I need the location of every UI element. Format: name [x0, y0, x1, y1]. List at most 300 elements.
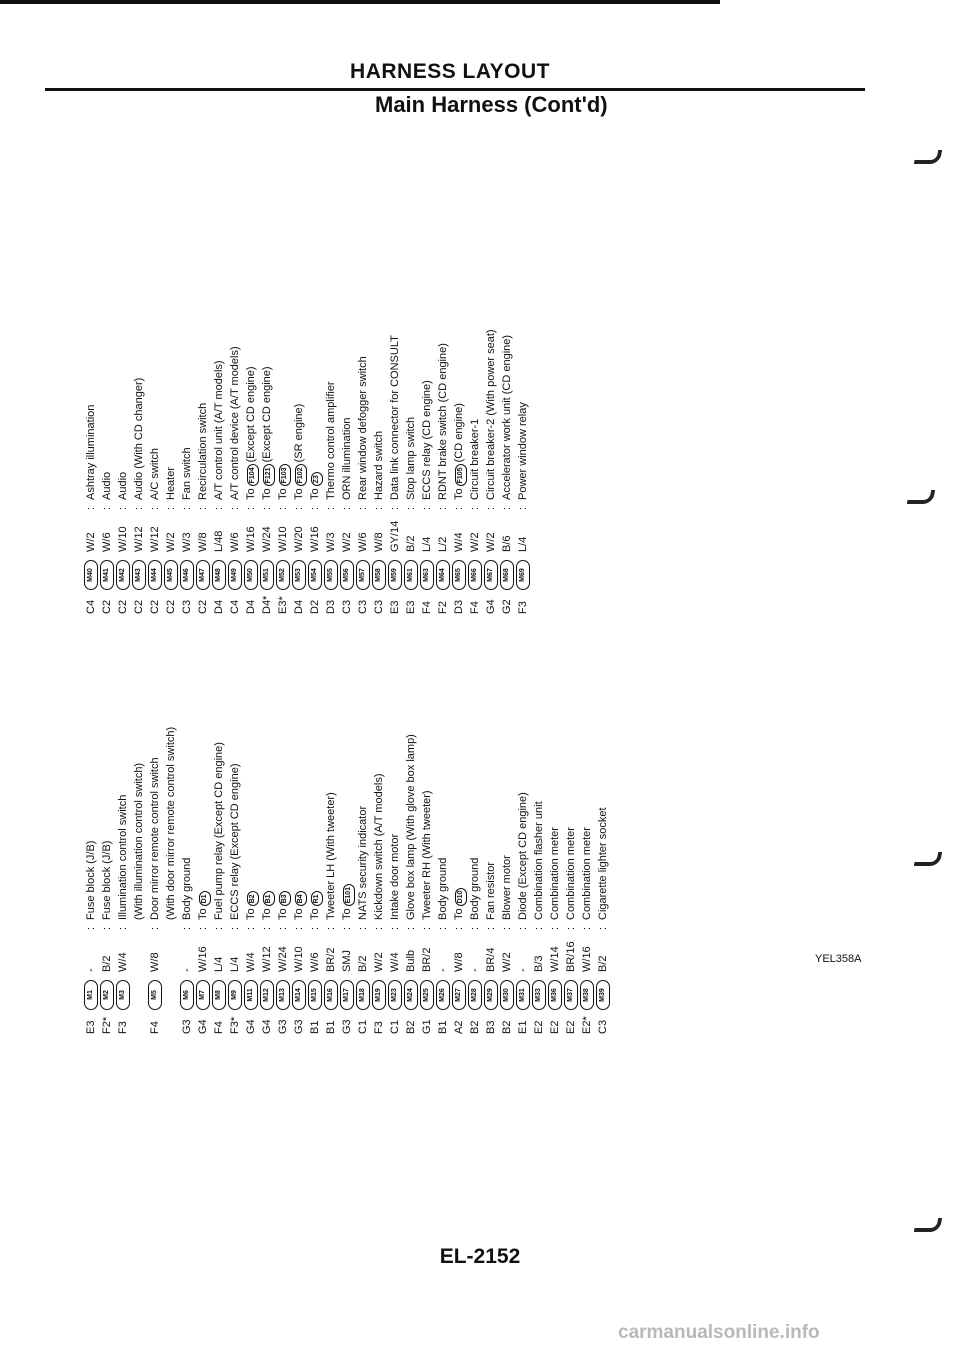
description-text: A/T control device (A/T models)	[229, 346, 241, 500]
separator: :	[517, 506, 529, 510]
connector-badge: M42	[116, 560, 130, 590]
connector-badge: M45	[164, 560, 178, 590]
description-suffix: (Except CD engine)	[261, 366, 273, 463]
component-description	[419, 380, 435, 500]
separator: :	[229, 506, 241, 510]
description-text: To	[277, 488, 289, 500]
grid-cell: E3*	[277, 596, 289, 614]
component-description	[179, 447, 195, 500]
wire-spec: W/4	[245, 952, 257, 972]
separator: :	[245, 926, 257, 930]
separator: :	[245, 506, 257, 510]
component-description	[83, 405, 99, 500]
wire-spec: B/2	[357, 955, 369, 972]
grid-cell: C4	[85, 599, 97, 614]
description-text: A/C switch	[149, 448, 161, 500]
grid-cell: C3	[373, 599, 385, 614]
component-description	[131, 378, 147, 500]
wire-spec: B/3	[533, 955, 545, 972]
connector-badge: M54	[308, 560, 322, 590]
separator: :	[453, 926, 465, 930]
grid-cell: F4	[213, 1021, 225, 1034]
separator: :	[517, 926, 529, 930]
separator: :	[501, 926, 513, 930]
connector-badge: M26	[436, 980, 450, 1010]
description-text: Data link connector for CONSULT	[389, 335, 401, 500]
component-description	[211, 360, 227, 500]
separator: :	[341, 926, 353, 930]
wire-spec: W/2	[501, 952, 513, 972]
reference-connector-badge: F121	[263, 464, 275, 486]
component-description	[83, 841, 99, 920]
grid-cell: B3	[485, 1020, 497, 1034]
description-text: To	[197, 908, 209, 920]
component-description	[435, 343, 451, 500]
description-text: Body ground	[437, 857, 449, 920]
component-description	[227, 763, 243, 920]
reference-connector-badge: Z3	[311, 472, 323, 486]
grid-cell: D4	[293, 599, 305, 614]
connector-badge: M46	[180, 560, 194, 590]
separator: :	[389, 926, 401, 930]
separator: :	[405, 506, 417, 510]
separator: :	[213, 506, 225, 510]
wire-spec: W/12	[261, 946, 273, 972]
separator: :	[437, 506, 449, 510]
grid-cell: D4	[245, 599, 257, 614]
separator: :	[405, 926, 417, 930]
description-text: Combination meter	[549, 827, 561, 920]
component-description	[147, 757, 163, 920]
connector-badge: M64	[436, 560, 450, 590]
description-text: ORN illumination	[341, 417, 353, 500]
grid-cell: E2	[565, 1020, 577, 1034]
connector-badge: M61	[404, 560, 418, 590]
separator: :	[229, 926, 241, 930]
wire-spec: W/2	[165, 532, 177, 552]
connector-badge: M52	[276, 560, 290, 590]
connector-badge: M24	[404, 980, 418, 1010]
separator: :	[421, 506, 433, 510]
wire-spec: W/2	[85, 532, 97, 552]
connector-badge: M67	[484, 560, 498, 590]
grid-cell: D3	[325, 599, 337, 614]
description-text: To	[293, 488, 305, 500]
wire-spec: W/20	[293, 526, 305, 552]
separator: :	[101, 926, 113, 930]
separator: :	[293, 506, 305, 510]
separator: :	[469, 926, 481, 930]
description-text: Heater	[165, 466, 177, 500]
reference-connector-badge: B1	[263, 891, 275, 906]
wire-spec: BR/2	[325, 947, 337, 972]
wire-spec: BR/4	[485, 947, 497, 972]
grid-cell: C1	[357, 1019, 369, 1034]
connector-badge: M39	[596, 980, 610, 1010]
description-text: Glove box lamp (With glove box lamp)	[405, 734, 417, 920]
separator: :	[453, 506, 465, 510]
reference-connector-badge: B4	[295, 891, 307, 906]
separator: :	[437, 926, 449, 930]
description-text: Hazard switch	[373, 430, 385, 500]
grid-cell: E1	[517, 1020, 529, 1034]
corner-mark-icon	[914, 1218, 942, 1232]
component-description	[371, 431, 387, 500]
grid-cell: G1	[421, 1019, 433, 1034]
component-description	[163, 467, 179, 500]
wire-spec: W/16	[197, 946, 209, 972]
connector-badge: M38	[580, 980, 594, 1010]
connector-badge: M58	[372, 560, 386, 590]
component-description	[499, 335, 515, 500]
component-description	[355, 356, 371, 500]
grid-cell: D2	[309, 599, 321, 614]
wire-spec: W/4	[117, 952, 129, 972]
description-text: Combination meter	[581, 827, 593, 920]
component-description	[291, 404, 307, 500]
wire-spec: -	[517, 968, 529, 972]
grid-cell: F4	[469, 601, 481, 614]
separator: :	[181, 926, 193, 930]
reference-connector-badge: F105	[455, 464, 467, 486]
separator: :	[469, 506, 481, 510]
separator: :	[325, 506, 337, 510]
wire-spec: W/8	[149, 952, 161, 972]
description-text: Fuse block (J/B)	[101, 840, 113, 920]
separator: :	[117, 926, 129, 930]
description-text: Body ground	[181, 857, 193, 920]
connector-badge: M51	[260, 560, 274, 590]
separator: :	[293, 926, 305, 930]
component-description	[419, 790, 435, 920]
wire-spec: -	[181, 968, 193, 972]
wire-spec: W/24	[261, 526, 273, 552]
grid-cell: F3	[373, 1021, 385, 1034]
grid-cell: D3	[453, 599, 465, 614]
wire-spec: W/4	[389, 952, 401, 972]
wire-spec: W/4	[453, 532, 465, 552]
grid-cell: C4	[229, 599, 241, 614]
connector-badge: M48	[212, 560, 226, 590]
component-description	[195, 889, 211, 920]
wire-spec: W/2	[469, 532, 481, 552]
component-description	[323, 792, 339, 920]
wire-spec: Bulb	[405, 949, 417, 972]
connector-badge: M5	[148, 980, 162, 1010]
component-description	[451, 403, 467, 500]
component-description	[275, 462, 291, 500]
component-description	[195, 403, 211, 500]
separator: :	[261, 926, 273, 930]
wire-spec: BR/16	[565, 941, 577, 972]
grid-cell: E2	[549, 1020, 561, 1034]
connector-badge: M23	[388, 980, 402, 1010]
description-text: To	[245, 908, 257, 920]
grid-cell: G3	[293, 1019, 305, 1034]
component-description	[403, 417, 419, 500]
component-description	[563, 827, 579, 920]
connector-badge: M8	[212, 980, 226, 1010]
component-description	[547, 827, 563, 920]
separator: :	[133, 506, 145, 510]
wire-spec: L/4	[213, 956, 225, 972]
description-text: Ashtray illumination	[85, 404, 97, 500]
component-description	[179, 858, 195, 920]
wire-spec: L/4	[517, 536, 529, 552]
component-description	[99, 841, 115, 920]
separator: :	[389, 506, 401, 510]
description-text: To	[261, 488, 273, 500]
wire-spec: W/10	[277, 526, 289, 552]
wire-spec: B/2	[101, 955, 113, 972]
component-description	[115, 795, 131, 920]
reference-connector-badge: B3	[279, 891, 291, 906]
grid-cell: D4	[213, 599, 225, 614]
description-text: Audio (With CD changer)	[133, 377, 145, 500]
component-description	[339, 417, 355, 500]
component-description	[355, 806, 371, 920]
grid-cell: B2	[501, 1020, 513, 1034]
wire-spec: W/10	[117, 526, 129, 552]
component-description	[163, 727, 179, 920]
component-description	[147, 448, 163, 500]
grid-cell: B1	[309, 1020, 321, 1034]
separator: :	[261, 506, 273, 510]
separator: :	[181, 506, 193, 510]
connector-badge: M1	[84, 980, 98, 1010]
wire-spec: L/48	[213, 530, 225, 552]
connector-badge: M37	[564, 980, 578, 1010]
separator: :	[277, 506, 289, 510]
wire-spec: B/2	[405, 535, 417, 552]
component-description	[115, 472, 131, 500]
connector-badge: M7	[196, 980, 210, 1010]
component-description	[371, 773, 387, 920]
grid-cell: B1	[325, 1020, 337, 1034]
wire-spec: W/16	[581, 946, 593, 972]
separator: :	[565, 926, 577, 930]
grid-cell: F2	[437, 601, 449, 614]
connector-badge: M27	[452, 980, 466, 1010]
description-text: Door mirror remote control switch	[149, 757, 161, 920]
connector-badge: M47	[196, 560, 210, 590]
connector-badge: M55	[324, 560, 338, 590]
grid-cell: G3	[181, 1019, 193, 1034]
connector-badge: M65	[452, 560, 466, 590]
reference-connector-badge: B2	[247, 891, 259, 906]
grid-cell: G4	[261, 1019, 273, 1034]
description-text: Audio	[101, 471, 113, 500]
grid-cell: F3	[517, 601, 529, 614]
component-description	[467, 858, 483, 920]
grid-cell: C3	[597, 1019, 609, 1034]
wire-spec: W/10	[293, 946, 305, 972]
description-text: Blower motor	[501, 855, 513, 920]
connector-badge: M63	[420, 560, 434, 590]
description-text: Intake door motor	[389, 833, 401, 920]
connector-badge: M18	[356, 980, 370, 1010]
wire-spec: W/12	[149, 526, 161, 552]
description-text: Thermo control amplifier	[325, 381, 337, 500]
grid-cell: A2	[453, 1020, 465, 1034]
wire-spec: W/3	[325, 532, 337, 552]
connector-badge: M40	[84, 560, 98, 590]
component-description	[307, 889, 323, 920]
wire-spec: W/6	[309, 952, 321, 972]
component-description	[451, 886, 467, 920]
component-description	[387, 834, 403, 920]
connector-badge: M43	[132, 560, 146, 590]
wire-spec: W/3	[181, 532, 193, 552]
separator: :	[501, 506, 513, 510]
wire-spec: W/16	[309, 526, 321, 552]
separator: :	[485, 926, 497, 930]
grid-cell: C3	[181, 599, 193, 614]
separator: :	[597, 926, 609, 930]
component-description	[99, 472, 115, 500]
grid-cell: B2	[405, 1020, 417, 1034]
wire-spec: -	[437, 968, 449, 972]
connector-badge: M19	[372, 980, 386, 1010]
component-description	[291, 889, 307, 920]
connector-badge: M9	[228, 980, 242, 1010]
description-text: To	[309, 908, 321, 920]
component-description	[131, 763, 147, 920]
separator: :	[117, 506, 129, 510]
description-text: To	[261, 908, 273, 920]
separator: :	[309, 926, 321, 930]
grid-cell: E3	[85, 1020, 97, 1034]
connector-badge: M3	[116, 980, 130, 1010]
wire-spec: B/2	[597, 955, 609, 972]
connector-badge: M25	[420, 980, 434, 1010]
wire-spec: W/12	[133, 526, 145, 552]
separator: :	[85, 506, 97, 510]
connector-badge: M30	[500, 980, 514, 1010]
description-text: Tweeter RH (With tweeter)	[421, 790, 433, 920]
wire-spec: W/16	[245, 526, 257, 552]
wire-spec: W/8	[197, 532, 209, 552]
wire-spec: -	[85, 968, 97, 972]
description-text: Combination flasher unit	[533, 801, 545, 920]
separator: :	[357, 926, 369, 930]
description-text: Fan resistor	[485, 861, 497, 920]
grid-cell: C2	[165, 599, 177, 614]
component-description	[435, 858, 451, 920]
figure-code: YEL358A	[815, 953, 862, 965]
wire-spec: L/4	[229, 956, 241, 972]
separator: :	[309, 506, 321, 510]
component-description	[243, 366, 259, 500]
wire-spec: W/2	[373, 952, 385, 972]
component-description	[387, 335, 403, 500]
description-text: (With illumination control switch)	[133, 762, 145, 920]
wire-spec: W/14	[549, 946, 561, 972]
separator: :	[341, 506, 353, 510]
component-description	[339, 882, 355, 920]
corner-mark-icon	[914, 852, 942, 866]
reference-connector-badge: R1	[311, 891, 323, 906]
wire-spec: W/2	[485, 532, 497, 552]
reference-connector-badge: F104	[247, 464, 259, 486]
description-text: To	[453, 908, 465, 920]
separator: :	[101, 506, 113, 510]
description-text: Body ground	[469, 857, 481, 920]
wire-spec: W/6	[101, 532, 113, 552]
grid-cell: F2*	[101, 1016, 113, 1034]
component-description	[243, 889, 259, 920]
description-text: Circuit breaker-2 (With power seat)	[485, 329, 497, 500]
component-description	[483, 862, 499, 920]
description-text: Diode (Except CD engine)	[517, 792, 529, 920]
connector-badge: M11	[244, 980, 258, 1010]
top-rule	[0, 0, 720, 4]
grid-cell: C3	[341, 599, 353, 614]
separator: :	[197, 926, 209, 930]
component-description	[531, 801, 547, 920]
connector-badge: M17	[340, 980, 354, 1010]
separator: :	[421, 926, 433, 930]
grid-cell: F4	[421, 601, 433, 614]
separator: :	[485, 506, 497, 510]
reference-connector-badge: D1	[199, 891, 211, 906]
reference-connector-badge: F102	[295, 464, 307, 486]
connector-badge: M50	[244, 560, 258, 590]
separator: :	[213, 926, 225, 930]
grid-cell: C2	[117, 599, 129, 614]
description-suffix: (CD engine)	[453, 403, 465, 463]
grid-cell: C2	[149, 599, 161, 614]
grid-cell: C2	[101, 599, 113, 614]
grid-cell: D4*	[261, 595, 273, 614]
description-text: Tweeter LH (With tweeter)	[325, 792, 337, 920]
reference-connector-badge: E101	[343, 884, 355, 906]
description-text: Accelerator work unit (CD engine)	[501, 334, 513, 500]
grid-cell: B1	[437, 1020, 449, 1034]
component-description	[323, 381, 339, 500]
page-number: EL-2152	[439, 1245, 521, 1268]
description-text: Fuel pump relay (Except CD engine)	[213, 742, 225, 920]
wire-spec: W/6	[357, 532, 369, 552]
reference-connector-badge: F103	[279, 464, 291, 486]
connector-badge: M49	[228, 560, 242, 590]
grid-cell: C2	[197, 599, 209, 614]
description-text: Illumination control switch	[117, 794, 129, 920]
separator: :	[533, 926, 545, 930]
wire-spec: B/6	[501, 535, 513, 552]
wire-spec: GY/14	[389, 520, 401, 552]
connector-badge: M2	[100, 980, 114, 1010]
connector-badge: M31	[516, 980, 530, 1010]
separator: :	[165, 506, 177, 510]
connector-badge: M59	[388, 560, 402, 590]
page-subtitle: Main Harness (Cont'd)	[375, 92, 608, 117]
description-text: ECCS relay (Except CD engine)	[229, 763, 241, 920]
description-text: NATS security indicator	[357, 805, 369, 920]
description-text: Fuse block (J/B)	[85, 840, 97, 920]
component-description	[515, 792, 531, 920]
grid-cell: C2	[133, 599, 145, 614]
connector-badge: M6	[180, 980, 194, 1010]
connector-badge: M29	[484, 980, 498, 1010]
connector-badge: M41	[100, 560, 114, 590]
grid-cell: G4	[485, 599, 497, 614]
wire-spec: L/2	[437, 536, 449, 552]
component-description	[211, 742, 227, 920]
wire-spec: SMJ	[341, 950, 353, 972]
component-description	[483, 329, 499, 500]
grid-cell: G4	[245, 1019, 257, 1034]
